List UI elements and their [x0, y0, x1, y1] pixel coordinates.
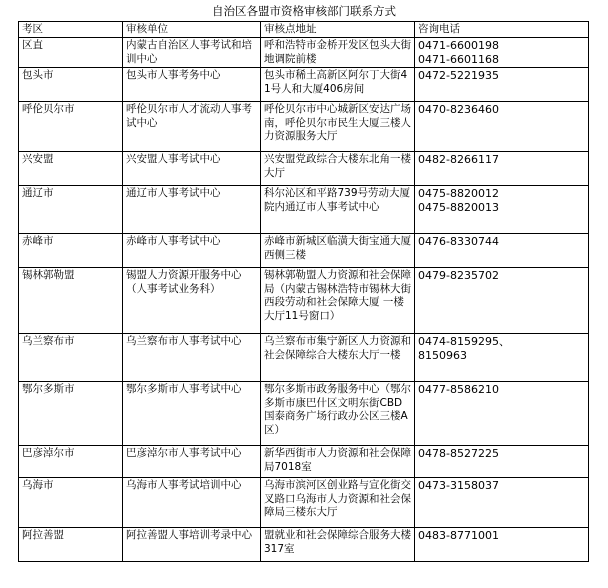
- cell-phone: 0472-5221935: [415, 68, 589, 102]
- cell-region: 呼伦贝尔市: [19, 102, 123, 152]
- cell-region: 赤峰市: [19, 234, 123, 268]
- header-region: 考区: [19, 22, 123, 38]
- cell-address: 兴安盟党政综合大楼东北角一楼大厅: [261, 152, 415, 186]
- header-unit: 审核单位: [123, 22, 261, 38]
- cell-address: 鄂尔多斯市政务服务中心（鄂尔多斯市康巴什区文明东街CBD国泰商务广场行政办公区三楼A区）: [261, 382, 415, 446]
- cell-unit: 鄂尔多斯市人事考试中心: [123, 382, 261, 446]
- cell-phone: 0473-3158037: [415, 478, 589, 528]
- table-row: [19, 102, 589, 152]
- table-row: [19, 38, 589, 68]
- header-phone: 咨询电话: [415, 22, 589, 38]
- cell-phone: 0483-8771001: [415, 528, 589, 562]
- contact-table: [18, 21, 589, 562]
- cell-unit: 乌兰察布市人事考试中心: [123, 334, 261, 382]
- cell-unit: 锡盟人力资源开服务中心（人事考试业务科）: [123, 268, 261, 334]
- cell-address: 呼和浩特市金桥开发区包头大街地调院前楼: [261, 38, 415, 68]
- table-row: [19, 446, 589, 478]
- cell-phone: 0479-8235702: [415, 268, 589, 334]
- cell-address: 盟就业和社会保障综合服务大楼317室: [261, 528, 415, 562]
- cell-unit: 赤峰市人事考试中心: [123, 234, 261, 268]
- cell-address: 锡林郭勒盟人力资源和社会保障局（内蒙古锡林浩特市锡林大街西段劳动和社会保障大厦 一楼大厅11号窗口）: [261, 268, 415, 334]
- document-title: 自治区各盟市资格审核部门联系方式: [212, 4, 396, 18]
- cell-address: 新华西街市人力资源和社会保障局7018室: [261, 446, 415, 478]
- cell-unit: 包头市人事考务中心: [123, 68, 261, 102]
- cell-unit: 内蒙古自治区人事考试和培训中心: [123, 38, 261, 68]
- cell-address: 乌兰察布市集宁新区人力资源和社会保障综合大楼东大厅一楼: [261, 334, 415, 382]
- cell-unit: 呼伦贝尔市人才流动人事考试中心: [123, 102, 261, 152]
- table-row: [19, 234, 589, 268]
- cell-phone: 0474-8159295、 8150963: [415, 334, 589, 382]
- cell-phone: 0482-8266117: [415, 152, 589, 186]
- cell-unit: 巴彦淖尔市人事考试中心: [123, 446, 261, 478]
- cell-unit: 乌海市人事考试培训中心: [123, 478, 261, 528]
- cell-region: 阿拉善盟: [19, 528, 123, 562]
- cell-phone: 0475-8820012 0475-8820013: [415, 186, 589, 234]
- cell-phone: 0471-6600198 0471-6601168: [415, 38, 589, 68]
- table-row: [19, 528, 589, 562]
- cell-region: 乌兰察布市: [19, 334, 123, 382]
- cell-phone: 0476-8330744: [415, 234, 589, 268]
- cell-unit: 兴安盟人事考试中心: [123, 152, 261, 186]
- table-row: [19, 268, 589, 334]
- table-row: [19, 186, 589, 234]
- table-row: [19, 478, 589, 528]
- table-row: [19, 68, 589, 102]
- cell-address: 呼伦贝尔市中心城新区安达广场南，呼伦贝尔市民生大厦三楼人力资源服务大厅: [261, 102, 415, 152]
- cell-region: 兴安盟: [19, 152, 123, 186]
- cell-region: 巴彦淖尔市: [19, 446, 123, 478]
- cell-phone: 0470-8236460: [415, 102, 589, 152]
- table-row: [19, 334, 589, 382]
- cell-region: 锡林郭勒盟: [19, 268, 123, 334]
- table-header-row: [19, 22, 589, 38]
- table-row: [19, 152, 589, 186]
- cell-region: 包头市: [19, 68, 123, 102]
- cell-region: 通辽市: [19, 186, 123, 234]
- header-address: 审核点地址: [261, 22, 415, 38]
- cell-unit: 阿拉善盟人事培训考录中心: [123, 528, 261, 562]
- cell-region: 区直: [19, 38, 123, 68]
- cell-phone: 0478-8527225: [415, 446, 589, 478]
- cell-unit: 通辽市人事考试中心: [123, 186, 261, 234]
- table-row: [19, 382, 589, 446]
- cell-address: 科尔沁区和平路739号劳动大厦院内通辽市人事考试中心: [261, 186, 415, 234]
- cell-region: 鄂尔多斯市: [19, 382, 123, 446]
- cell-address: 包头市稀土高新区阿尔丁大街41号人和大厦406房间: [261, 68, 415, 102]
- cell-region: 乌海市: [19, 478, 123, 528]
- cell-address: 乌海市滨河区创业路与宣化街交叉路口乌海市人力资源和社会保障局三楼东大厅: [261, 478, 415, 528]
- cell-phone: 0477-8586210: [415, 382, 589, 446]
- cell-address: 赤峰市新城区临潢大街宝通大厦西侧三楼: [261, 234, 415, 268]
